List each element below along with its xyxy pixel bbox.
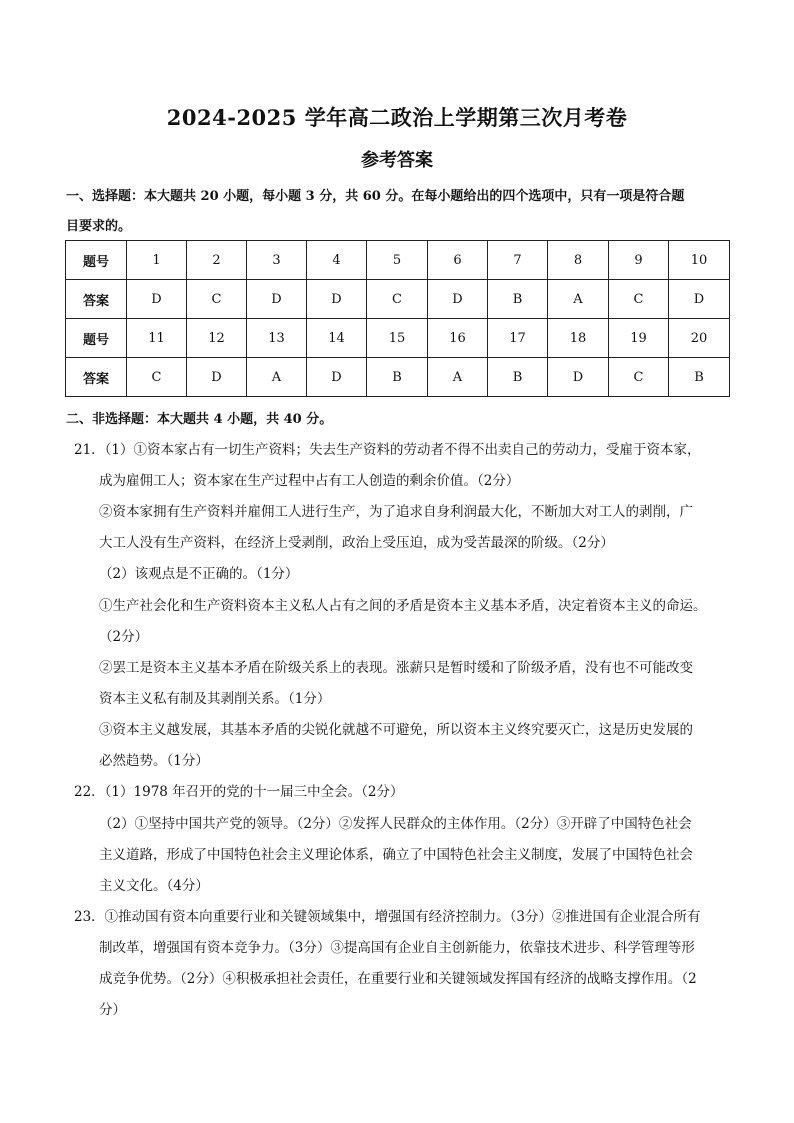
question-number-cell: 4 [307,241,367,280]
answer-21-line-4: 大工人没有生产资料，在经济上受剥削，政治上受压迫，成为受苦最深的阶级。（2分） [99,535,614,551]
answer-22-line-1: 22．（1）1978 年召开的党的十一届三中全会。（2分） [74,784,404,800]
answer-cell: C [609,358,669,397]
question-number-cell: 10 [669,241,730,280]
answer-cell: C [367,280,428,319]
answer-cell: C [609,280,669,319]
answer-21-line-8: ②罢工是资本主义基本矛盾在阶级关系上的表现。涨薪只是暂时缓和了阶级矛盾，没有也不可能改变 [99,660,693,676]
answer-cell: A [428,358,488,397]
question-number-cell: 1 [127,241,187,280]
question-number-cell: 7 [488,241,548,280]
question-number-cell: 2 [187,241,247,280]
row-label-number: 题号 [66,319,127,358]
answer-cell: D [127,280,187,319]
question-number-cell: 12 [187,319,247,358]
question-number-row [66,319,730,358]
question-number-cell: 15 [367,319,428,358]
answer-21-line-10: ③资本主义越发展，其基本矛盾的尖锐化就越不可避免，所以资本主义终究要灭亡，这是历史发展的 [99,722,693,738]
question-number-cell: 20 [669,319,730,358]
question-number-cell: 13 [247,319,307,358]
answer-cell: D [307,280,367,319]
answer-cell: C [127,358,187,397]
question-number-row [66,241,730,280]
answer-row [66,358,730,397]
question-number-cell: 17 [488,319,548,358]
answer-23-line-3: 成竞争优势。（2分）④积极承担社会责任，在重要行业和关键领域发挥国有经济的战略支撑作用。（2 [99,971,697,987]
question-number-cell: 5 [367,241,428,280]
answer-21-line-7: （2分） [99,629,149,645]
answer-cell: D [428,280,488,319]
question-number-cell: 16 [428,319,488,358]
answer-21-line-3: ②资本家拥有生产资料并雇佣工人进行生产，为了追求自身利润最大化，不断加大对工人的剥削，广 [99,504,693,520]
answer-cell: D [548,358,609,397]
answer-table [65,240,730,397]
question-number-cell: 11 [127,319,187,358]
answer-21-line-1: 21．（1）①资本家占有一切生产资料；失去生产资料的劳动者不得不出卖自己的劳动力，受雇于资本家， [74,442,701,458]
answer-cell: A [247,358,307,397]
answer-cell: C [187,280,247,319]
answer-cell: B [669,358,730,397]
answer-21-line-5: （2）该观点是不正确的。（1分） [99,566,299,582]
section1-heading-line2: 目要求的。 [66,219,132,234]
answer-cell: D [187,358,247,397]
page-subtitle: 参考答案 [361,150,433,171]
answer-22-line-2: （2）①坚持中国共产党的领导。（2分）②发挥人民群众的主体作用。（2分）③开辟了中国特色社会 [99,816,692,832]
answer-23-line-4: 分） [99,1002,126,1018]
answer-23-line-2: 制改革，增强国有资本竞争力。（3分）③提高国有企业自主创新能力，依靠技术进步、科学管理等形 [99,940,695,956]
answer-cell: B [367,358,428,397]
answer-22-line-3: 主义道路，形成了中国特色社会主义理论体系，确立了中国特色社会主义制度，发展了中国特色社会 [99,847,693,863]
question-number-cell: 3 [247,241,307,280]
answer-cell: D [307,358,367,397]
question-number-cell: 18 [548,319,609,358]
answer-cell: D [247,280,307,319]
answer-cell: B [488,358,548,397]
answer-cell: B [488,280,548,319]
question-number-cell: 14 [307,319,367,358]
answer-22-line-4: 主义文化。（4分） [99,878,209,894]
answer-cell: A [548,280,609,319]
row-label-answer: 答案 [66,358,127,397]
answer-21-line-6: ①生产社会化和生产资料资本主义私人占有之间的矛盾是资本主义基本矛盾，决定着资本主义的命运。 [99,598,707,614]
answer-21-line-2: 成为雇佣工人；资本家在生产过程中占有工人创造的剩余价值。（2分） [99,473,520,489]
answer-cell: D [669,280,730,319]
row-label-number: 题号 [66,241,127,280]
section2-heading: 二、非选择题：本大题共 4 小题，共 40 分。 [66,412,333,427]
question-number-cell: 6 [428,241,488,280]
question-number-cell: 9 [609,241,669,280]
question-number-cell: 19 [609,319,669,358]
answer-21-line-9: 资本主义私有制及其剥削关系。（1分） [99,691,331,707]
answer-23-line-1: 23．①推动国有资本向重要行业和关键领域集中，增强国有经济控制力。（3分）②推进国有企业混合所有 [74,909,701,925]
section1-heading-line1: 一、选择题：本大题共 20 小题，每小题 3 分，共 60 分。在每小题给出的四个选项中，只有一项是符合题 [66,189,685,204]
question-number-cell: 8 [548,241,609,280]
page-title: 2024-2025 学年高二政治上学期第三次月考卷 [166,105,628,130]
answer-row [66,280,730,319]
row-label-answer: 答案 [66,280,127,319]
answer-21-line-11: 必然趋势。（1分） [99,753,209,769]
